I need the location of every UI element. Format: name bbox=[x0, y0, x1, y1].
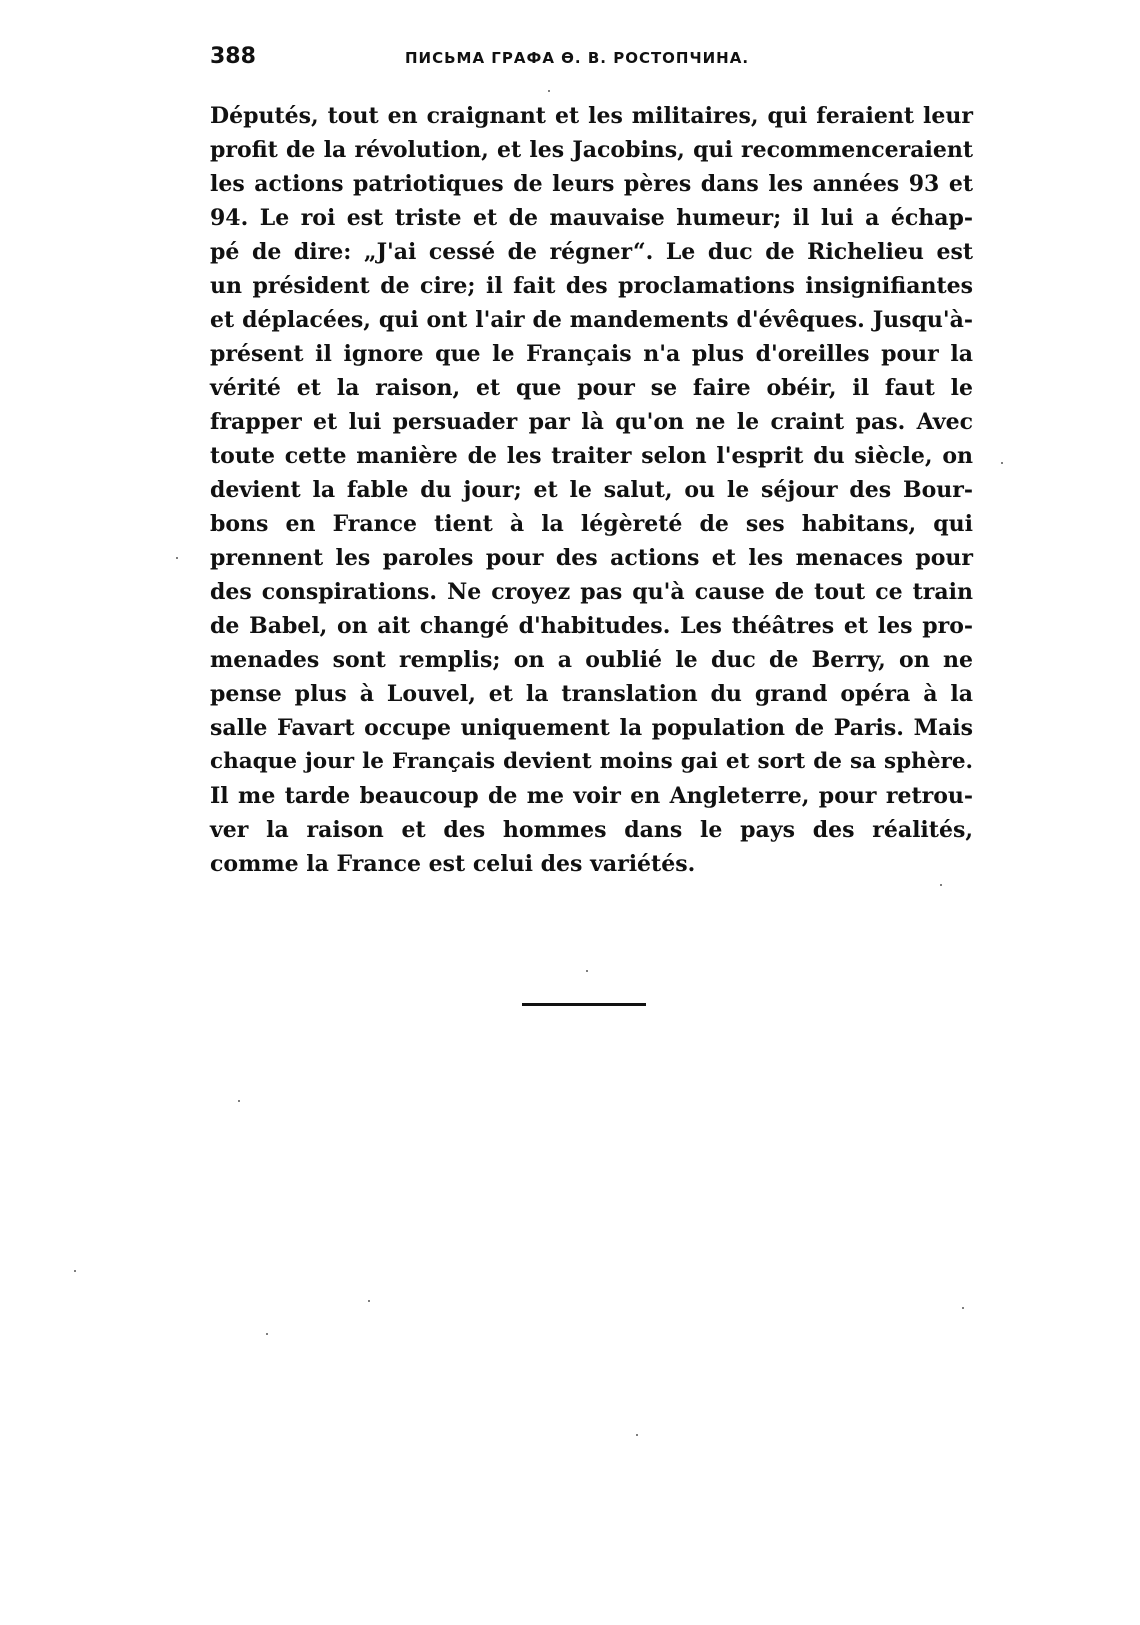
scan-speck bbox=[1001, 462, 1003, 464]
text-line-19: salle Favart occupe uniquement la population de Paris. Mais bbox=[210, 715, 973, 741]
scan-speck bbox=[176, 557, 178, 559]
text-line-14: prennent les paroles pour des actions et les menaces pour bbox=[210, 545, 973, 571]
letter-body bbox=[210, 99, 973, 881]
scan-speck bbox=[636, 1434, 638, 1436]
page-number: 388 bbox=[210, 44, 256, 69]
text-line-10: frapper et lui persuader par là qu'on ne le craint pas. Avec bbox=[210, 409, 973, 435]
text-line-20: chaque jour le Français devient moins gai et sort de sa sphère. bbox=[210, 749, 973, 774]
scan-speck bbox=[940, 884, 942, 886]
text-line-8: présent il ignore que le Français n'a plus d'oreilles pour la bbox=[210, 341, 973, 367]
running-title: ПИСЬМА ГРАФА Ѳ. В. РОСТОПЧИНА. bbox=[405, 49, 750, 67]
text-line-2: profit de la révolution, et les Jacobins, qui recommenceraient bbox=[210, 137, 973, 163]
text-line-4: 94. Le roi est triste et de mauvaise humeur; il lui a échap- bbox=[210, 205, 973, 231]
scan-speck bbox=[586, 970, 588, 972]
text-line-7: et déplacées, qui ont l'air de mandements d'évêques. Jusqu'à- bbox=[210, 307, 973, 333]
text-line-21: Il me tarde beaucoup de me voir en Angleterre, pour retrou- bbox=[210, 783, 973, 809]
text-line-9: vérité et la raison, et que pour se faire obéir, il faut le bbox=[210, 375, 973, 401]
text-line-5: pé de dire: „J'ai cessé de régner“. Le duc de Richelieu est bbox=[210, 239, 973, 265]
running-head bbox=[210, 40, 973, 74]
text-line-3: les actions patriotiques de leurs pères dans les années 93 et bbox=[210, 171, 973, 197]
scan-speck bbox=[266, 1333, 268, 1335]
text-line-12: devient la fable du jour; et le salut, ou le séjour des Bour- bbox=[210, 477, 973, 503]
text-line-23: comme la France est celui des variétés. bbox=[210, 851, 696, 877]
end-rule bbox=[522, 1003, 646, 1006]
text-line-1: Députés, tout en craignant et les militaires, qui feraient leur bbox=[210, 103, 973, 129]
text-line-11: toute cette manière de les traiter selon l'esprit du siècle, on bbox=[210, 443, 973, 469]
text-line-13: bons en France tient à la légèreté de ses habitans, qui bbox=[210, 511, 973, 537]
scan-speck bbox=[368, 1300, 370, 1302]
text-line-16: de Babel, on ait changé d'habitudes. Les théâtres et les pro- bbox=[210, 613, 973, 639]
text-line-18: pense plus à Louvel, et la translation du grand opéra à la bbox=[210, 681, 973, 707]
text-line-22: ver la raison et des hommes dans le pays des réalités, bbox=[210, 817, 973, 843]
text-line-6: un président de cire; il fait des proclamations insignifiantes bbox=[210, 273, 973, 299]
scan-speck bbox=[962, 1307, 964, 1309]
scan-speck bbox=[238, 1100, 240, 1102]
text-line-15: des conspirations. Ne croyez pas qu'à cause de tout ce train bbox=[210, 579, 973, 605]
scan-speck bbox=[74, 1270, 76, 1272]
scan-speck bbox=[548, 90, 550, 92]
text-line-17: menades sont remplis; on a oublié le duc de Berry, on ne bbox=[210, 647, 973, 673]
